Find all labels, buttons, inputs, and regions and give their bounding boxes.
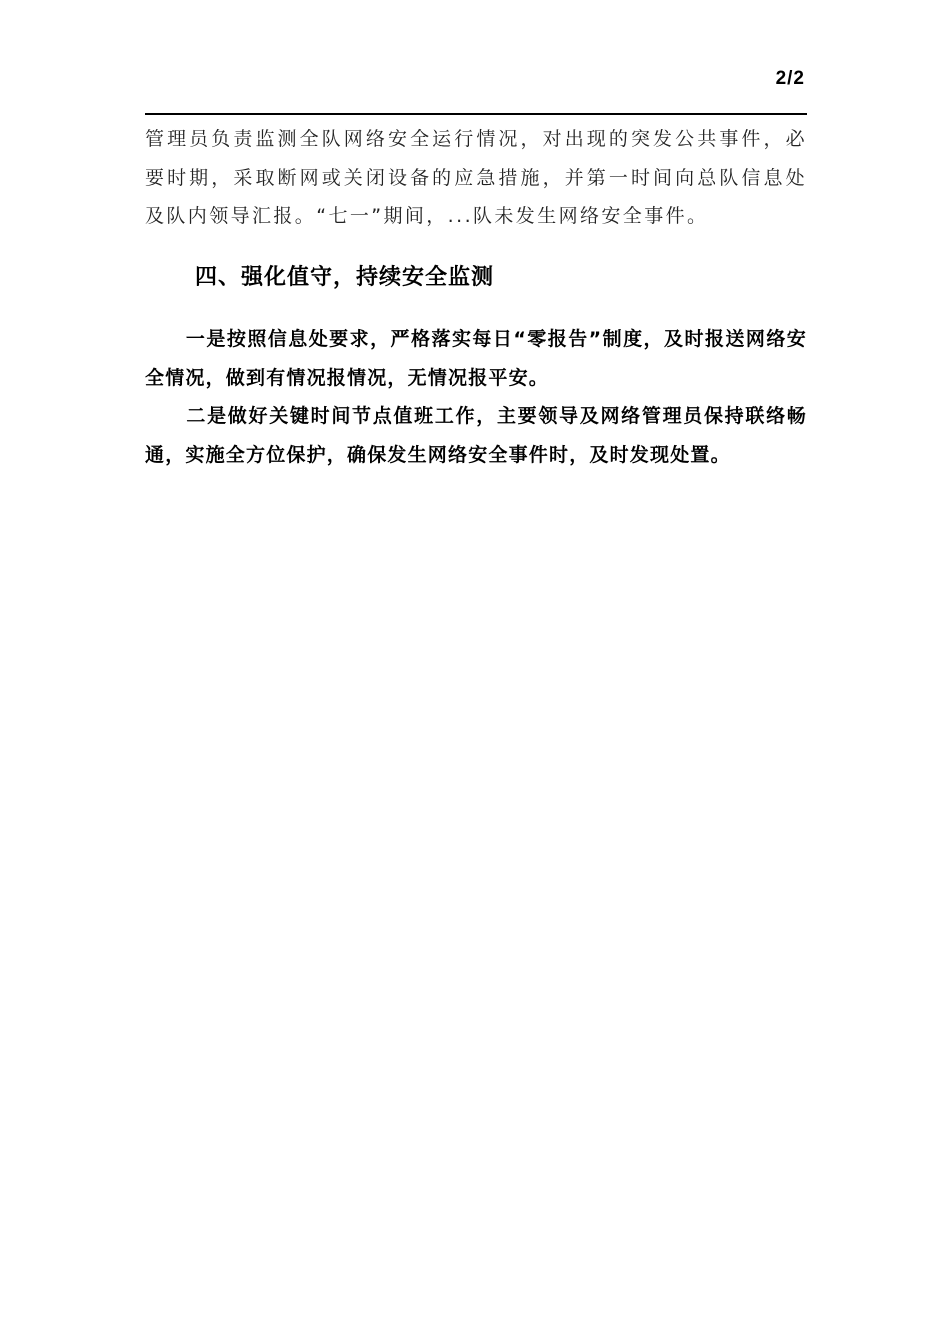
body-paragraph-1: 管理员负责监测全队网络安全运行情况，对出现的突发公共事件，必要时期，采取断网或关闭设备的应急措施，并第一时间向总队信息处及队内领导汇报。“七一”期间，...队未发生网络安全事件。 — [145, 128, 807, 227]
body-paragraph-2: 一是按照信息处要求，严格落实每日“零报告”制度，及时报送网络安全情况，做到有情况报情况，无情况报平安。 — [145, 328, 807, 389]
header-divider — [145, 113, 807, 115]
body-paragraph-3: 二是做好关键时间节点值班工作，主要领导及网络管理员保持联络畅通，实施全方位保护，确保发生网络安全事件时，及时发现处置。 — [145, 405, 807, 466]
section-heading: 四、强化值守，持续安全监测 — [195, 265, 495, 290]
page-number: 2/2 — [775, 68, 805, 89]
